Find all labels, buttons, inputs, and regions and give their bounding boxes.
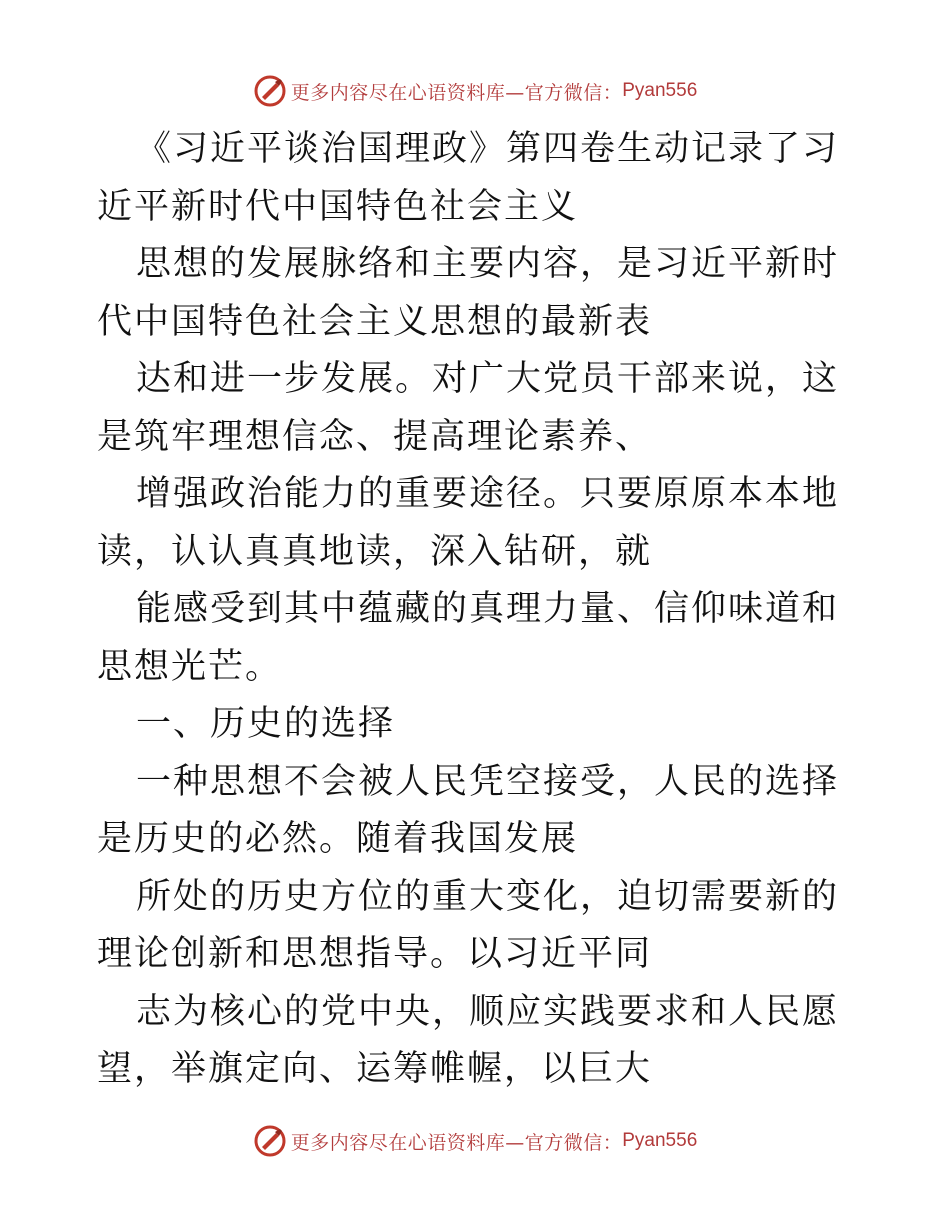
paragraph: 《习近平谈治国理政》第四卷生动记录了习近平新时代中国特色社会主义 [97, 129, 840, 227]
header-banner-text: 更多内容尽在心语资料库—官方微信： [290, 81, 623, 104]
paragraph: 达和进一步发展。对广大党员干部来说，这是筑牢理想信念、提高理论素养、 [97, 359, 840, 457]
paragraph: 增强政治能力的重要途径。只要原原本本地读，认认真真地读，深入钻研，就 [97, 474, 840, 572]
document-body [97, 121, 857, 1099]
paragraph: 志为核心的党中央，顺应实践要求和人民愿望，举旗定向、运筹帷幄，以巨大 [97, 991, 840, 1089]
paragraph: 能感受到其中蕴藏的真理力量、信仰味道和思想光芒。 [97, 589, 840, 687]
header-watermark-banner [0, 71, 950, 111]
paragraph: 一种思想不会被人民凭空接受，人民的选择是历史的必然。随着我国发展 [97, 761, 840, 859]
footer-watermark-banner [0, 1121, 950, 1161]
paragraph: 所处的历史方位的重大变化，迫切需要新的理论创新和思想指导。以习近平同 [97, 876, 840, 974]
brand-logo-icon [253, 74, 287, 108]
footer-banner-text: 更多内容尽在心语资料库—官方微信： [290, 1131, 623, 1154]
footer-wechat-id: Pyan556 [622, 1130, 698, 1151]
section-heading: 一、历史的选择 [136, 704, 396, 744]
header-wechat-id: Pyan556 [622, 80, 698, 101]
brand-logo-icon [253, 1124, 287, 1158]
paragraph: 思想的发展脉络和主要内容，是习近平新时代中国特色社会主义思想的最新表 [97, 244, 840, 342]
